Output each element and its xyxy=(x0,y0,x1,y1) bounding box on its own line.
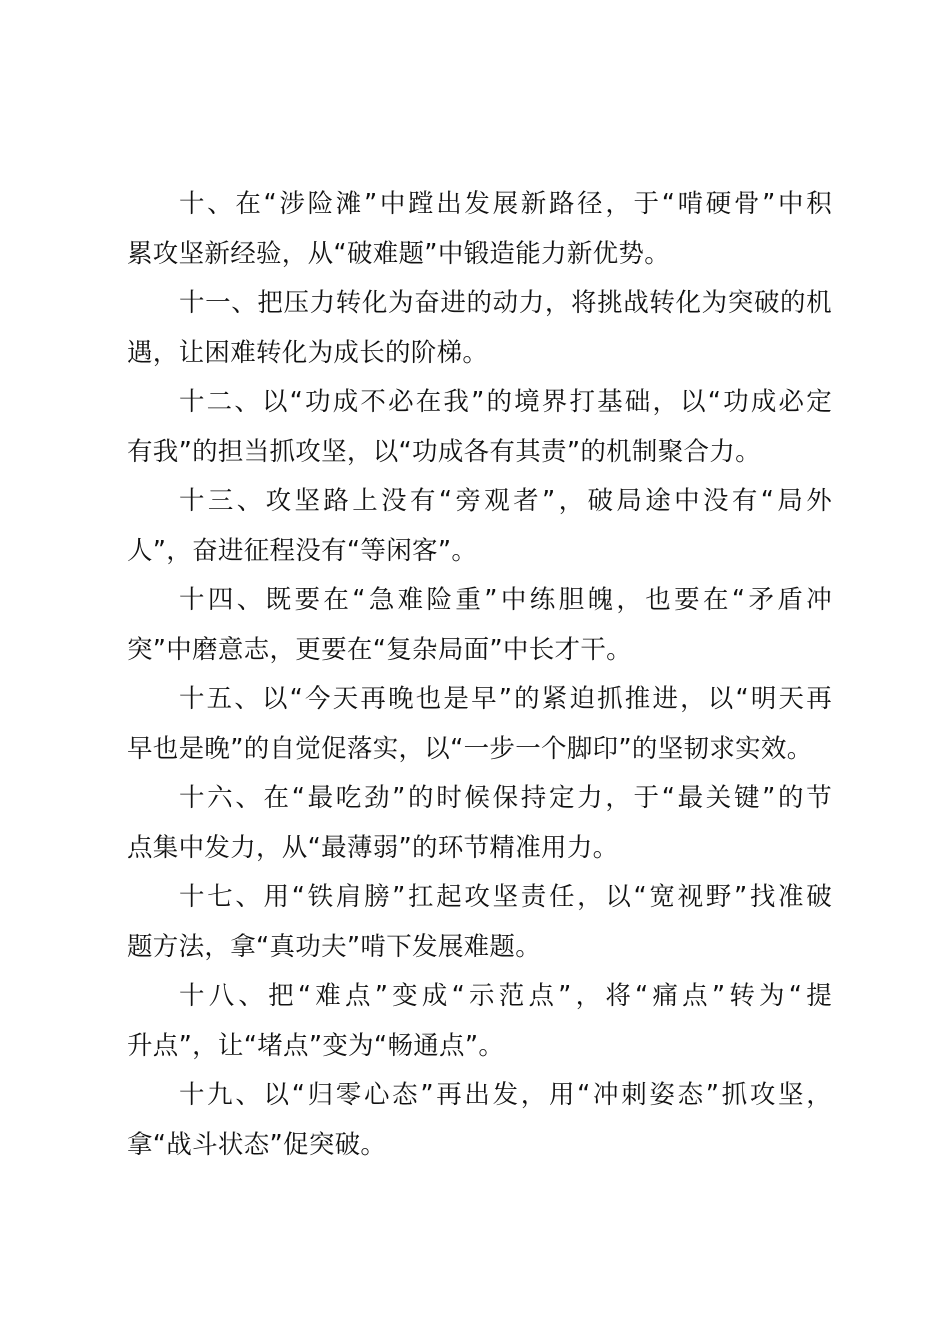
paragraph-line: 突”中磨意志，更要在“复杂局面”中长才干。 xyxy=(127,634,632,665)
paragraph-line: 十五、以“今天再晚也是早”的紧迫抓推进，以“明天再 xyxy=(179,684,832,714)
paragraph-13 xyxy=(127,477,832,576)
paragraph-line: 十六、在“最吃劲”的时候保持定力，于“最关键”的节 xyxy=(179,783,832,813)
paragraph-line: 十四、既要在“急难险重”中练胆魄，也要在“矛盾冲 xyxy=(179,585,832,615)
document-body xyxy=(127,180,832,1170)
paragraph-line: 人”，奋进征程没有“等闲客”。 xyxy=(127,535,478,566)
paragraph-line: 十三、攻坚路上没有“旁观者”，破局途中没有“局外 xyxy=(179,486,832,516)
paragraph-18 xyxy=(127,972,832,1071)
paragraph-11 xyxy=(127,279,832,378)
paragraph-line: 十七、用“铁肩膀”扛起攻坚责任，以“宽视野”找准破 xyxy=(179,882,832,912)
paragraph-line: 十九、以“归零心态”再出发，用“冲刺姿态”抓攻坚， xyxy=(179,1080,832,1110)
paragraph-line: 有我”的担当抓攻坚，以“功成各有其责”的机制聚合力。 xyxy=(127,436,761,467)
paragraph-10 xyxy=(127,180,832,279)
paragraph-16 xyxy=(127,774,832,873)
paragraph-line: 升点”，让“堵点”变为“畅通点”。 xyxy=(127,1030,505,1061)
paragraph-line: 十、在“涉险滩”中蹚出发展新路径，于“啃硬骨”中积 xyxy=(179,189,832,219)
paragraph-line: 题方法，拿“真功夫”啃下发展难题。 xyxy=(127,931,542,962)
paragraph-17 xyxy=(127,873,832,972)
paragraph-line: 遇，让困难转化为成长的阶梯。 xyxy=(127,337,489,368)
paragraph-14 xyxy=(127,576,832,675)
paragraph-line: 拿“战斗状态”促突破。 xyxy=(127,1129,387,1160)
paragraph-15 xyxy=(127,675,832,774)
paragraph-line: 累攻坚新经验，从“破难题”中锻造能力新优势。 xyxy=(127,238,671,269)
paragraph-line: 早也是晚”的自觉促落实，以“一步一个脚印”的坚韧求实效。 xyxy=(127,733,813,764)
paragraph-line: 点集中发力，从“最薄弱”的环节精准用力。 xyxy=(127,832,619,863)
paragraph-line: 十二、以“功成不必在我”的境界打基础，以“功成必定 xyxy=(179,387,832,417)
paragraph-19 xyxy=(127,1071,832,1170)
paragraph-12 xyxy=(127,378,832,477)
paragraph-line: 十八、把“难点”变成“示范点”，将“痛点”转为“提 xyxy=(179,981,832,1011)
paragraph-line: 十一、把压力转化为奋进的动力，将挑战转化为突破的机 xyxy=(179,288,832,318)
